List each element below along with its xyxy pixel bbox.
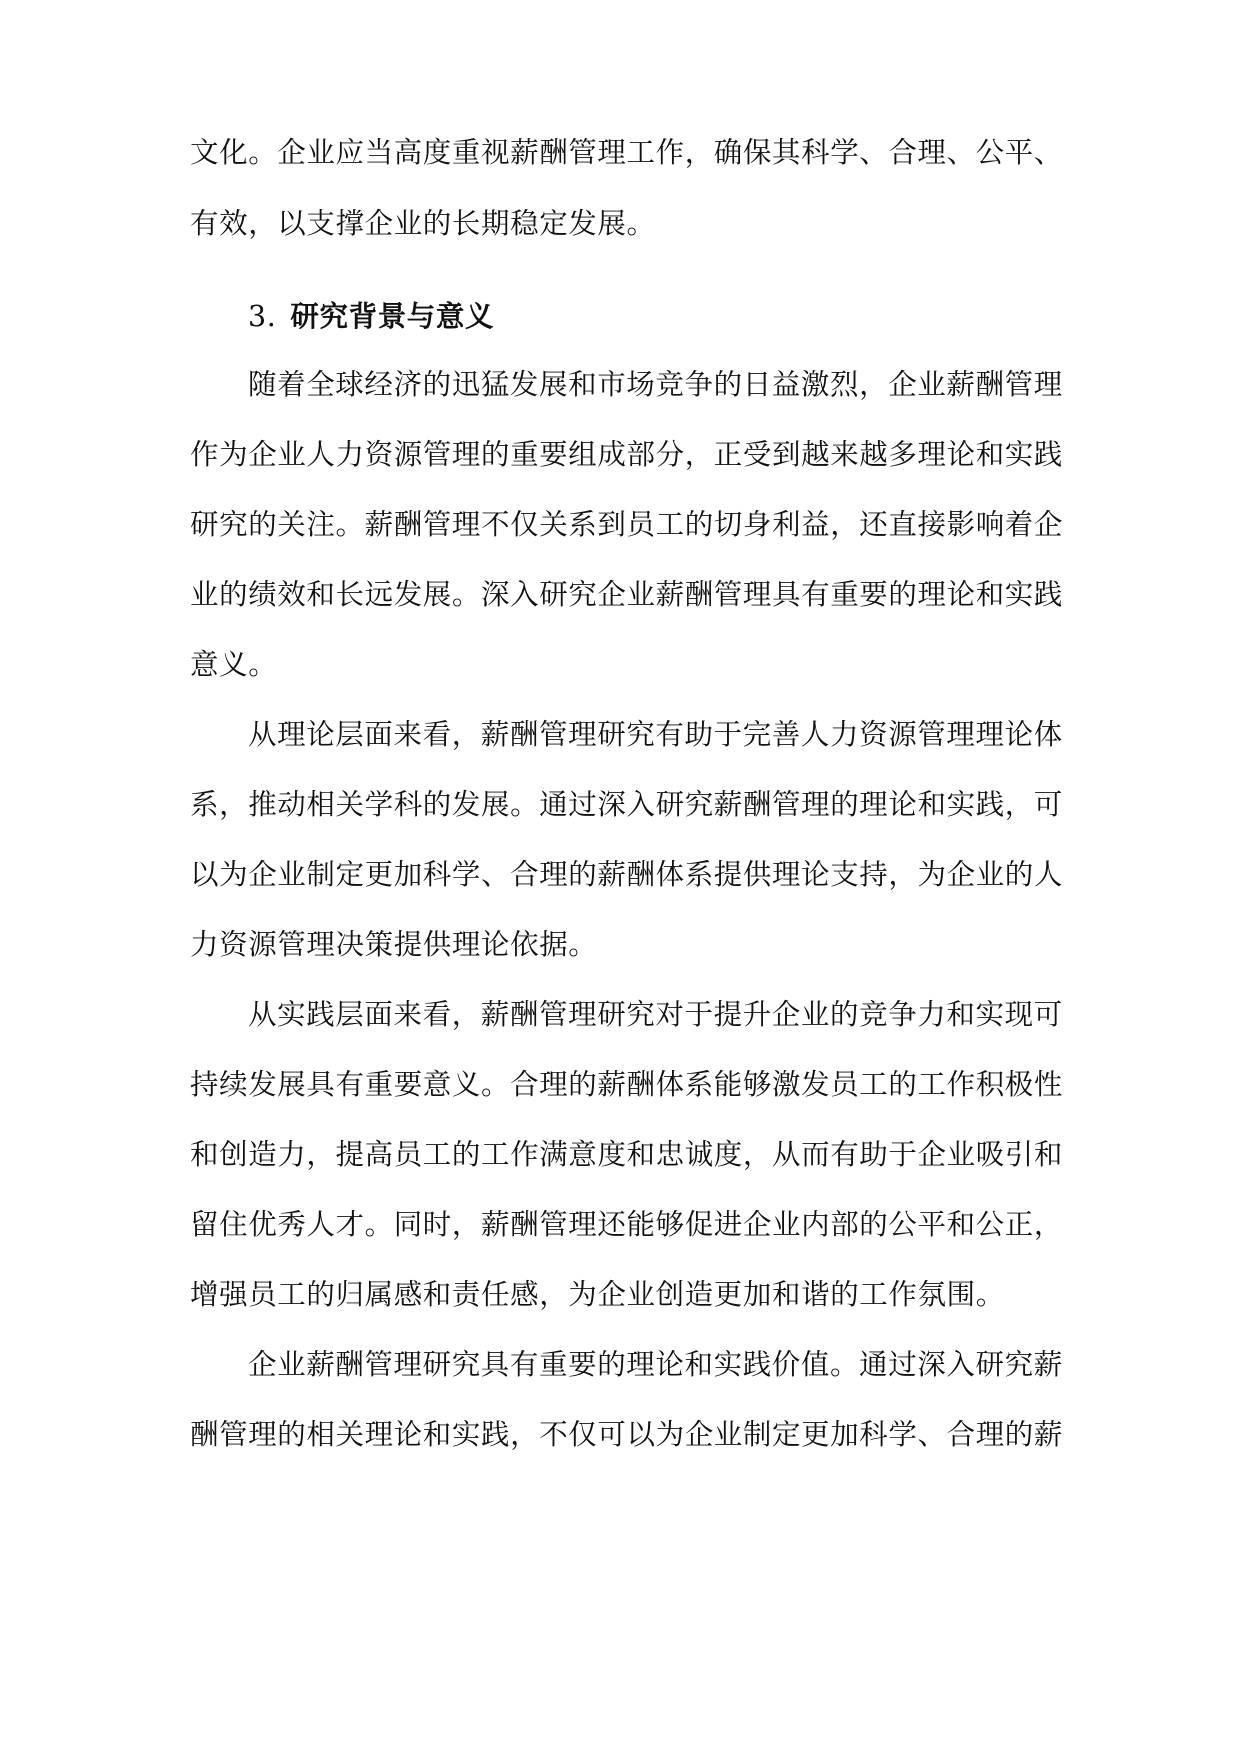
paragraph-line: 以为企业制定更加科学、合理的薪酬体系提供理论支持，为企业的人: [190, 858, 1064, 891]
paragraph-line: 业的绩效和长远发展。深入研究企业薪酬管理具有重要的理论和实践: [190, 578, 1064, 611]
section-number: 3.: [248, 300, 277, 333]
paragraph-line: 力资源管理决策提供理论依据。: [190, 928, 598, 961]
paragraph-line: 文化。企业应当高度重视薪酬管理工作，确保其科学、合理、公平、: [190, 136, 1064, 169]
paragraph-line: 有效，以支撑企业的长期稳定发展。: [190, 207, 656, 240]
section-title: 研究背景与意义: [290, 299, 495, 333]
section-heading: [248, 296, 494, 336]
paragraph-line: 系，推动相关学科的发展。通过深入研究薪酬管理的理论和实践，可: [190, 788, 1064, 821]
paragraph-line: 留住优秀人才。同时，薪酬管理还能够促进企业内部的公平和公正，: [190, 1208, 1064, 1241]
paragraph-line: 增强员工的归属感和责任感，为企业创造更加和谐的工作氛围。: [190, 1278, 1005, 1311]
paragraph-line: 意义。: [190, 648, 278, 681]
paragraph-line: 持续发展具有重要意义。合理的薪酬体系能够激发员工的工作积极性: [190, 1068, 1064, 1101]
paragraph-line: 和创造力，提高员工的工作满意度和忠诚度，从而有助于企业吸引和: [190, 1138, 1064, 1171]
paragraph-line: 企业薪酬管理研究具有重要的理论和实践价值。通过深入研究薪: [248, 1348, 1063, 1381]
paragraph-line: 作为企业人力资源管理的重要组成部分，正受到越来越多理论和实践: [190, 438, 1064, 471]
paragraph-line: 研究的关注。薪酬管理不仅关系到员工的切身利益，还直接影响着企: [190, 508, 1064, 541]
paragraph-line: 酬管理的相关理论和实践，不仅可以为企业制定更加科学、合理的薪: [190, 1418, 1064, 1451]
paragraph-line: 从实践层面来看，薪酬管理研究对于提升企业的竞争力和实现可: [248, 998, 1063, 1031]
paragraph-line: 随着全球经济的迅猛发展和市场竞争的日益激烈，企业薪酬管理: [248, 368, 1063, 401]
paragraph-line: 从理论层面来看，薪酬管理研究有助于完善人力资源管理理论体: [248, 718, 1063, 751]
